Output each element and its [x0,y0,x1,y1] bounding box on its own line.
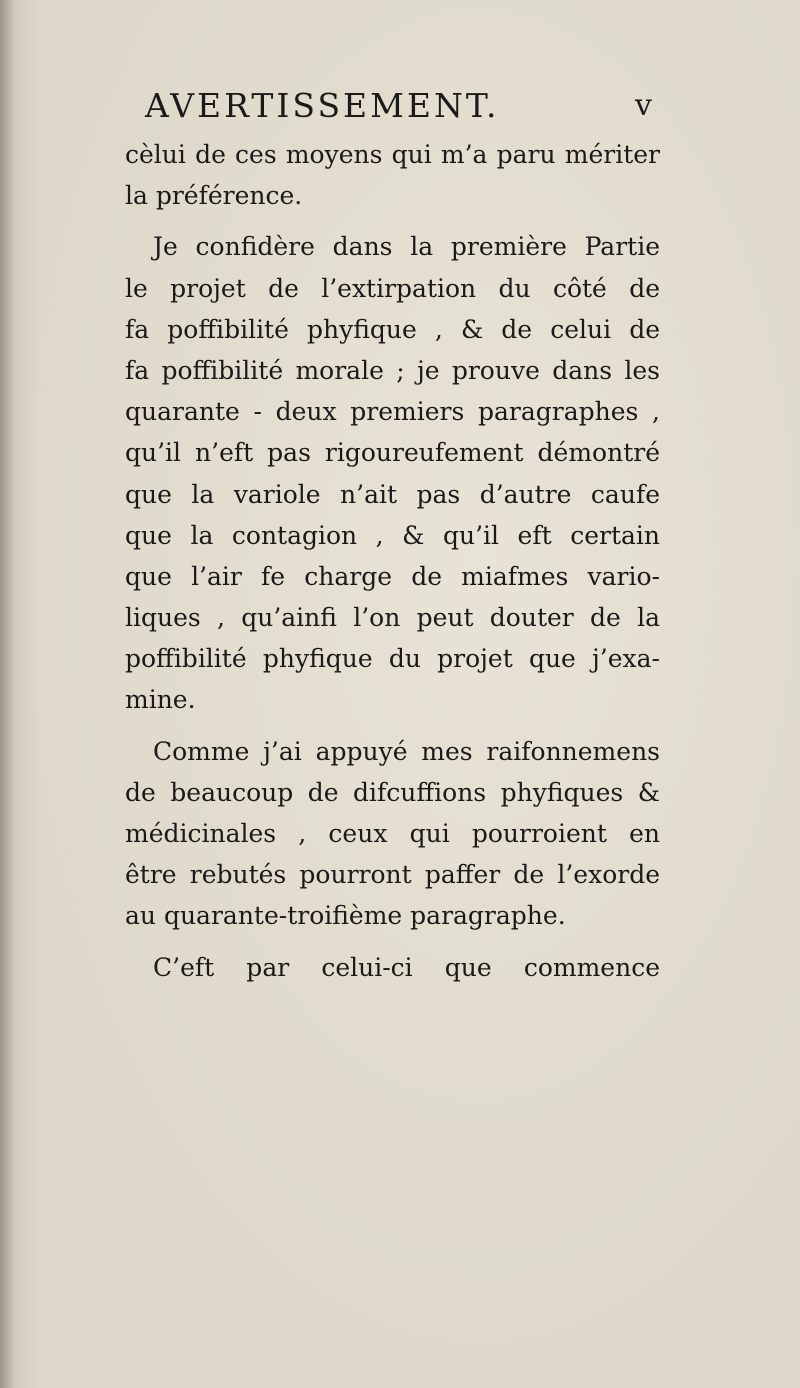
running-title: AVERTISSEMENT. [145,86,500,125]
text-line: fa poffibilité morale ; je prouve dans les [125,355,660,385]
text-line: poffibilité phyfique du projet que j’exa- [125,644,660,674]
text-line: médicinales , ceux qui pourroient en [125,819,660,848]
text-line: que l’air fe charge de miafmes vario- [125,561,660,591]
text-line: qu’il n’eft pas rigoureufement démontré [125,438,660,468]
text-line: être rebutés pourront paffer de l’exorde [125,860,660,890]
text-line: quarante - deux premiers paragraphes , [125,397,660,427]
text-line: cèlui de ces moyens qui m’a paru mériter [125,140,660,169]
text-line: C’eft par celui-ci que commence [153,952,660,982]
binding-shadow [0,0,16,1388]
text-line: le projet de l’extirpation du côté de [125,273,660,303]
text-line: Je confidère dans la première Partie [153,232,660,262]
text-line: que la contagion , & qu’il eft certain [125,520,660,550]
page-header [145,86,665,126]
text-line: de beaucoup de difcuffions phyfiques & [125,777,660,807]
text-line: mine. [125,685,196,715]
page-number: v [635,88,652,123]
text-line: au quarante-troifième paragraphe. [125,901,566,931]
body-text [125,134,660,988]
text-line: que la variole n’ait pas d’autre caufe [125,479,660,509]
text-line: la préférence. [125,181,303,211]
text-line: fa poffibilité phyfique , & de celui de [125,314,660,344]
text-line: liques , qu’ainfi l’on peut douter de la [125,603,660,633]
text-line: Comme j’ai appuyé mes raifonnemens [153,736,660,766]
